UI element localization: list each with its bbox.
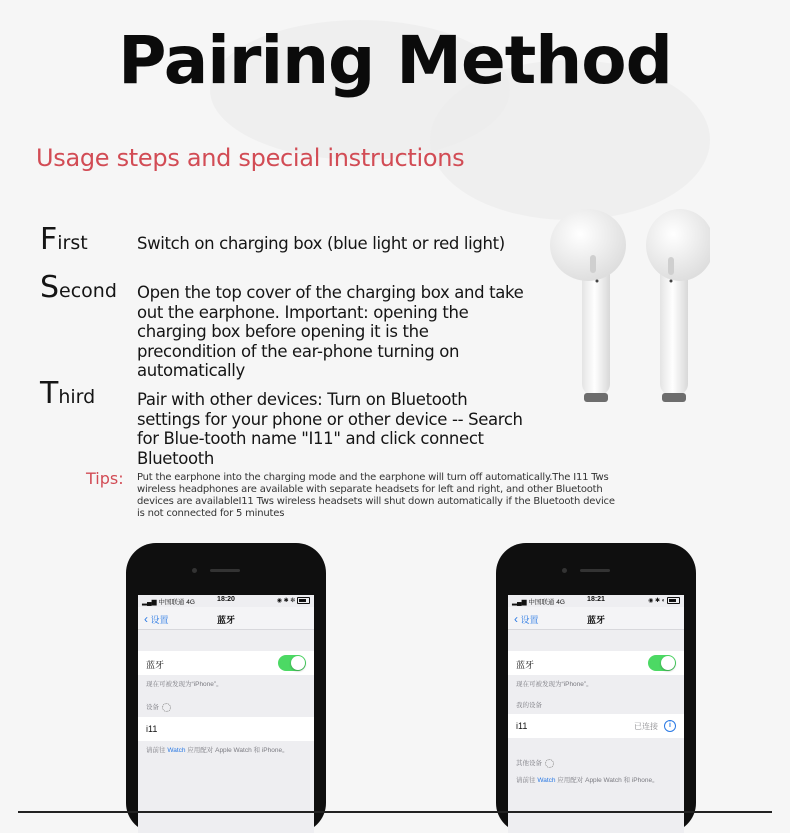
step-third-rest: hird — [58, 386, 96, 408]
step-third-text: Pair with other devices: Turn on Bluetooth settings for your phone or other device -- Search for Blue-tooth name "I11" and click connect Bluetooth — [137, 390, 523, 468]
carrier-label: ▂▄▆ 中国联通 4G — [142, 599, 195, 606]
watch-note — [146, 746, 306, 755]
step-third-cap: T — [40, 376, 59, 411]
bluetooth-toggle-row — [138, 651, 314, 675]
phone-after-connect — [496, 543, 696, 833]
nav-bar — [138, 607, 314, 630]
other-devices-text: 其他设备 — [516, 760, 542, 768]
section-subtitle: Usage steps and special instructions — [36, 144, 465, 172]
discoverable-note: 现在可被发现为“iPhone”。 — [146, 681, 223, 688]
step-second-text: Open the top cover of the charging box and take out the earphone. Important: opening the charging box before opening it is the precondition of the ear-phone turning on automatically — [137, 283, 524, 380]
step-second-label — [40, 270, 117, 305]
status-glyphs: ◉ ✱ ◐ — [648, 598, 666, 605]
carrier-text: 中国联通 4G — [528, 599, 565, 606]
watch-link[interactable]: Watch — [167, 747, 186, 754]
phone-screen — [138, 595, 314, 833]
page-title: Pairing Method — [118, 22, 672, 99]
bluetooth-toggle-row — [508, 651, 684, 675]
step-second-cap: S — [40, 270, 60, 305]
status-icons — [277, 597, 310, 604]
status-time: 18:20 — [217, 596, 235, 603]
battery-icon — [667, 597, 680, 604]
info-icon[interactable]: i — [664, 720, 676, 732]
bluetooth-toggle[interactable] — [278, 655, 306, 671]
step-first-text: Switch on charging box (blue light or red light) — [137, 234, 505, 253]
bluetooth-label: 蓝牙 — [146, 660, 165, 670]
nav-title: 蓝牙 — [216, 615, 235, 625]
battery-icon — [297, 597, 310, 604]
discoverable-note: 现在可被发现为“iPhone”。 — [516, 681, 593, 688]
watch-link[interactable]: Watch — [537, 777, 556, 784]
nav-title: 蓝牙 — [586, 615, 605, 625]
watch-note-prefix: 请前往 — [146, 747, 168, 754]
watch-note-suffix: 应用配对 Apple Watch 和 iPhone。 — [555, 777, 659, 784]
step-first-cap: F — [40, 222, 58, 257]
speaker-icon — [210, 569, 240, 572]
status-icons — [648, 597, 680, 604]
tips-label: Tips: — [86, 469, 124, 488]
status-glyphs: ◉ ✱ ✻ — [276, 598, 296, 605]
earbuds-illustration — [540, 205, 710, 415]
devices-header-text: 设备 — [146, 704, 159, 712]
device-name: i11 — [516, 721, 528, 731]
carrier-label: ▂▄▆ 中国联通 4G — [512, 599, 565, 606]
bluetooth-label: 蓝牙 — [516, 660, 535, 670]
device-name: i11 — [146, 724, 158, 734]
phone-before-connect — [126, 543, 326, 833]
phone-screen — [508, 595, 684, 833]
watch-note — [516, 776, 676, 785]
camera-icon — [192, 568, 197, 573]
carrier-text: 中国联通 4G — [158, 599, 195, 606]
bluetooth-toggle[interactable] — [648, 655, 676, 671]
watch-note-prefix: 请前往 — [516, 777, 538, 784]
status-bar — [508, 595, 684, 607]
device-row-i11[interactable] — [508, 714, 684, 738]
device-row-i11[interactable] — [138, 717, 314, 741]
status-time: 18:21 — [587, 596, 605, 603]
devices-header — [146, 703, 306, 712]
status-bar — [138, 595, 314, 607]
step-second-rest: econd — [59, 280, 117, 302]
step-third-label — [40, 376, 95, 411]
back-label: 设置 — [520, 615, 539, 625]
tips-text: Put the earphone into the charging mode and the earphone will turn off automatically.The I11 Tws wireless headphones are available with separate headsets for left and right, and other Bluetooth devices are availableI11 Tws wireless headsets will shut down automatically if the Bluetooth device is not connected for 5 minutes — [137, 472, 615, 519]
speaker-icon — [580, 569, 610, 572]
step-first-rest: irst — [57, 232, 88, 254]
loading-spinner-icon — [545, 759, 554, 768]
chevron-left-icon: ‹ — [514, 612, 518, 626]
camera-icon — [562, 568, 567, 573]
other-devices-header — [516, 759, 676, 768]
device-status: 已连接 — [634, 722, 658, 731]
my-devices-header: 我的设备 — [516, 702, 542, 709]
bottom-divider — [18, 811, 772, 813]
nav-bar — [508, 607, 684, 630]
step-first-label — [40, 222, 88, 257]
back-label: 设置 — [150, 615, 169, 625]
chevron-left-icon: ‹ — [144, 612, 148, 626]
loading-spinner-icon — [162, 703, 171, 712]
right-earbud-icon — [646, 209, 710, 402]
watch-note-suffix: 应用配对 Apple Watch 和 iPhone。 — [185, 747, 289, 754]
left-earbud-icon — [550, 209, 626, 402]
